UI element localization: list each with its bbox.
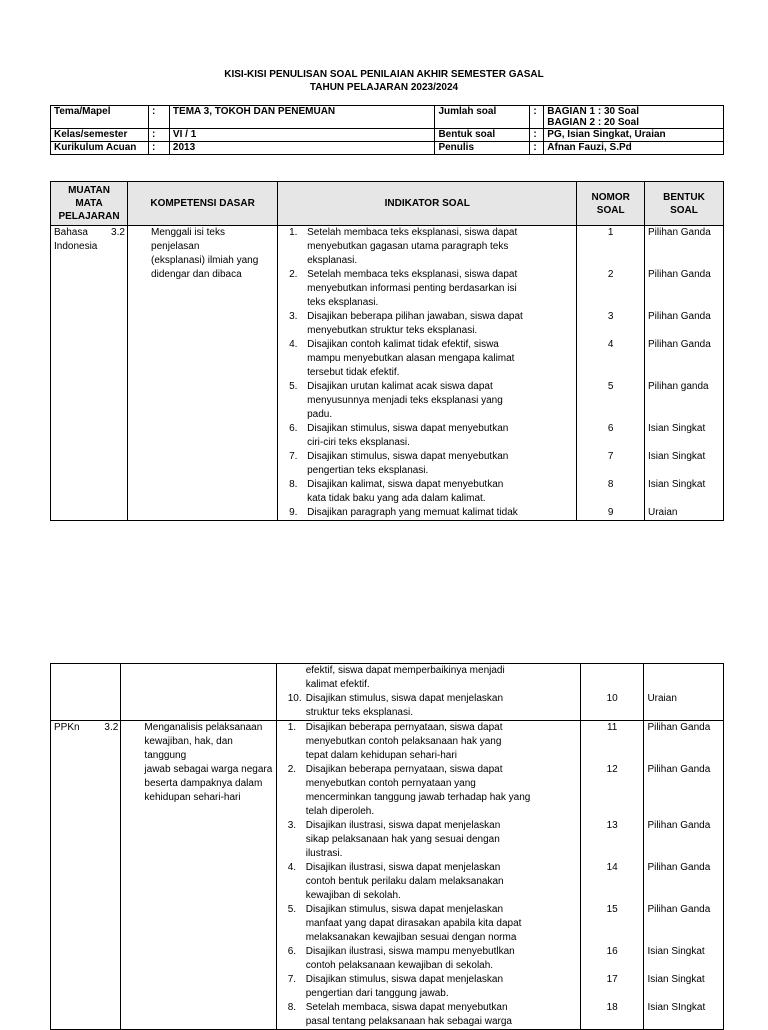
bentuk-soal: Isian Singkat [647,946,705,957]
blank-line [647,735,720,749]
jumlah-label: Jumlah soal [435,106,530,129]
bentuk-soal: Pilihan Ganda [647,722,711,733]
bentuk-soal: Pilihan Ganda [647,820,711,831]
blank-line [648,366,720,380]
nomor-list [584,721,641,1029]
subject-line: Bahasa [54,227,88,238]
indikator-number: 2. [289,269,298,280]
header-nomor: NOMOR SOAL [577,182,645,226]
bentuk-soal: Isian Singkat [647,479,706,490]
bentuk-list [647,721,720,1029]
nomor-cell [580,721,644,1030]
indikator-line: eksplanasi. [307,255,358,266]
bentuk-soal: Isian Singkat [647,451,706,462]
indikator-line: Disajikan contoh kalimat tidak efektif, siswa [307,339,499,350]
nomor-soal: 1 [607,227,614,238]
indikator-line: Disajikan stimulus, siswa dapat menyebutkan [307,451,509,462]
blank-line [580,408,641,422]
indikator-line: Disajikan beberapa pernyataan, siswa dapat [305,722,503,733]
blank-line [647,875,720,889]
colon: : [148,106,169,129]
blank-line [584,791,641,805]
list-item [281,338,573,380]
document-title [0,68,768,94]
blank-line [584,987,641,1001]
bentuk-soal: Pilihan Ganda [647,311,711,322]
bentuk-soal: Pilihan Ganda [647,764,711,775]
header-kd: KOMPETENSI DASAR [128,182,278,226]
header-indikator: INDIKATOR SOAL [278,182,577,226]
nomor-cell [577,226,645,521]
blank-line [647,987,720,1001]
indikator-number: 8. [287,1002,297,1013]
indikator-line: telah diperoleh. [305,806,375,817]
indikator-number: 6. [289,423,298,434]
colon: : [148,142,169,155]
table-row [51,721,724,1030]
blank-line [648,394,720,408]
nomor-cell [580,664,644,721]
blank-line [580,492,641,506]
list-item [280,721,577,763]
bentuk-soal: Uraian [647,693,677,704]
blank-line [647,805,720,819]
bentuk-soal: Isian SIngkat [647,1002,706,1013]
kd-line: (eksplanasi) ilmiah yang [151,255,259,266]
indikator-line: tersebut tidak efektif. [307,367,400,378]
indikator-line: ilustrasi. [305,848,343,859]
indikator-number: 10. [287,693,302,704]
blank-line [648,436,720,450]
jumlah-value-1: BAGIAN 1 : 30 Soal [547,106,639,117]
indikator-line: Disajikan stimulus, siswa dapat menjelaskan [305,974,504,985]
indikator-list [280,664,577,720]
list-item [280,692,577,720]
kd-number: 3.2 [111,227,125,238]
indikator-list [280,721,577,1029]
kelas-label: Kelas/semester [51,129,149,142]
blank-line [584,959,641,973]
bentuk-list [648,226,720,520]
nomor-soal: 7 [607,451,614,462]
list-item [281,478,573,506]
indikator-line: ciri-ciri teks eksplanasi. [307,437,410,448]
indikator-line: menyebutkan gagasan utama paragraph teks [307,241,509,252]
bentuk-soal: Isian Singkat [647,423,706,434]
list-item [280,945,577,973]
list-item [280,1001,577,1029]
indikator-cell [278,226,577,521]
info-row-tema [51,106,724,129]
indikator-number: 7. [287,974,297,985]
indikator-number: 7. [289,451,298,462]
blank-line [580,394,641,408]
indikator-line: contoh pelaksanaan kewajiban di sekolah. [305,960,494,971]
table-row [51,226,724,521]
blank-line [647,791,720,805]
blank-line [584,833,641,847]
indikator-cell [276,664,580,721]
bentuk-soal: Isian Singkat [647,974,705,985]
nomor-soal: 8 [607,479,614,490]
indikator-line: Disajikan ilustrasi, siswa dapat menjelaskan [305,820,501,831]
indikator-line: pengertian teks eksplanasi. [307,465,429,476]
tema-label: Tema/Mapel [51,106,149,129]
blank-line [584,678,641,692]
jumlah-value [544,106,724,129]
kurikulum-label: Kurikulum Acuan [51,142,149,155]
blank-line [584,847,641,861]
indikator-line: manfaat yang dapat dirasakan apabila kita dapat [305,918,522,929]
nomor-soal: 2 [607,269,614,280]
blank-line [647,777,720,791]
list-item [281,450,573,478]
indikator-number: 2. [287,764,297,775]
kisi-kisi-table-page-2 [50,663,724,1030]
indikator-line: menyebutkan contoh pelaksanaan hak yang [305,736,502,747]
indikator-line: Setelah membaca teks eksplanasi, siswa dapat [307,269,518,280]
blank-line [648,352,720,366]
bentuk-soal: Pilihan Ganda [647,339,711,350]
indikator-line: pengertian dari tanggung jawab. [305,988,449,999]
nomor-soal: 4 [607,339,614,350]
indikator-line: Disajikan stimulus, siswa dapat menyebutkan [307,423,509,434]
indikator-line: padu. [307,409,333,420]
indikator-line: Disajikan ilustrasi, siswa mampu menyebutlkan [305,946,515,957]
indikator-line: menyebutkan contoh pernyataan yang [305,778,476,789]
blank-line [647,1015,720,1029]
bentuk-cell [644,226,723,521]
blank-line [584,805,641,819]
blank-line [580,464,641,478]
kd-line: Menganalisis pelaksanaan [144,722,263,733]
indikator-number: 5. [289,381,298,392]
nomor-soal: 5 [607,381,614,392]
nomor-list [580,226,641,520]
nomor-soal: 14 [606,862,618,873]
header-muatan: MUATAN MATA PELAJARAN [51,182,128,226]
blank-line [580,254,641,268]
list-item [281,226,573,268]
blank-line [584,777,641,791]
indikator-number: 5. [287,904,297,915]
kelas-value: VI / 1 [169,129,435,142]
kd-line: jawab sebagai warga negara [144,764,273,775]
blank-line [648,408,720,422]
kd-cell [104,721,276,1030]
blank-line [584,889,641,903]
indikator-list [281,226,573,520]
indikator-line: Setelah membaca, siswa dapat menyebutkan [305,1002,508,1013]
blank-line [584,706,641,720]
bentuk-cell [644,721,724,1030]
nomor-soal: 17 [606,974,618,985]
list-item [280,763,577,819]
list-item [281,506,573,520]
indikator-number: 9. [289,507,298,518]
indikator-line: Disajikan paragraph yang memuat kalimat tidak [307,507,518,518]
blank-line [648,282,720,296]
kd-text [104,721,273,805]
indikator-number: 3. [289,311,298,322]
nomor-soal: 10 [606,693,618,704]
kd-line: Menggali isi teks penjelasan [151,227,225,252]
blank-line [647,959,720,973]
indikator-number: 1. [287,722,297,733]
list-item [281,268,573,310]
blank-line [648,464,720,478]
indikator-continuation [280,664,577,692]
indikator-number: 8. [289,479,298,490]
indikator-line: Disajikan beberapa pernyataan, siswa dapat [305,764,503,775]
nomor-soal: 15 [606,904,618,915]
bentuk-cell [644,664,724,721]
indikator-line: sikap pelaksanaan hak yang sesuai dengan [305,834,500,845]
blank-line [647,706,720,720]
kd-number: 3.2 [104,722,119,733]
nomor-soal: 11 [606,722,618,733]
bentuk-value: PG, Isian Singkat, Uraian [544,129,724,142]
list-item [281,422,573,450]
kd-line: didengar dan dibaca [151,269,242,280]
bentuk-label: Bentuk soal [435,129,530,142]
indikator-line: kata tidak baku yang ada dalam kalimat. [307,493,486,504]
subject-line: Indonesia [54,241,98,252]
subject-line: PPKn [54,722,80,733]
indikator-line: mampu menyebutkan alasan mengapa kalimat [307,353,515,364]
nomor-soal: 18 [606,1002,618,1013]
blank-line [584,749,641,763]
colon: : [530,129,544,142]
list-item [280,973,577,1001]
bentuk-soal: Pilihan Ganda [647,227,711,238]
nomor-soal: 13 [606,820,618,831]
blank-line [580,282,641,296]
blank-line [647,917,720,931]
indikator-line: Disajikan stimulus, siswa dapat menjelaskan [305,904,504,915]
indikator-line: menyusunnya menjadi teks eksplanasi yang [307,395,503,406]
kd-text [111,226,274,282]
nomor-soal: 6 [607,423,614,434]
blank-line [648,254,720,268]
kisi-kisi-table-page-1 [50,181,724,521]
indikator-line: Setelah membaca teks eksplanasi, siswa dapat [307,227,518,238]
kd-cell [111,226,278,521]
list-item [281,310,573,338]
blank-line [580,240,641,254]
tema-value: TEMA 3, TOKOH DAN PENEMUAN [169,106,435,129]
indikator-number: 1. [289,227,298,238]
nomor-list [584,664,641,720]
blank-line [647,931,720,945]
bentuk-soal: Pilihan Ganda [647,269,711,280]
indikator-line: mencerminkan tanggung jawab terhadap hak yang [305,792,531,803]
subject-cell [51,226,128,521]
nomor-soal: 12 [606,764,618,775]
blank-line [584,917,641,931]
blank-line [584,875,641,889]
bentuk-soal: Uraian [647,507,678,518]
indikator-line: tepat dalam kehidupan sehari-hari [305,750,457,761]
indikator-line: Disajikan ilustrasi, siswa dapat menjelaskan [305,862,501,873]
kd-line: beserta dampaknya dalam [144,778,263,789]
bentuk-list [647,664,720,720]
indikator-line: Disajikan stimulus, siswa dapat menjelaskan [305,693,504,704]
subject-cell [51,721,121,1030]
list-item [280,819,577,861]
indikator-line: efektif, siswa dapat memperbaikinya menjadi [305,665,505,676]
blank-line [648,296,720,310]
indikator-line: Disajikan kalimat, siswa dapat menyebutkan [307,479,504,490]
indikator-line: teks eksplanasi. [307,297,379,308]
blank-line [647,847,720,861]
blank-line [580,324,641,338]
indikator-number: 4. [287,862,297,873]
blank-line [648,240,720,254]
indikator-number: 4. [289,339,298,350]
list-item [281,380,573,422]
blank-line [580,352,641,366]
nomor-soal: 9 [607,507,614,518]
table-header-row [51,182,724,226]
info-row-kelas [51,129,724,142]
indikator-line: menyebutkan informasi penting berdasarkan isi [307,283,517,294]
penulis-value: Afnan Fauzi, S.Pd [544,142,724,155]
blank-line [580,366,641,380]
bentuk-soal: Pilihan Ganda [647,904,711,915]
blank-line [580,296,641,310]
kurikulum-value: 2013 [169,142,435,155]
colon: : [530,106,544,129]
indikator-line: contoh bentuk perilaku dalam melaksanakan [305,876,504,887]
nomor-soal: 16 [606,946,618,957]
blank-line [647,749,720,763]
list-item [280,861,577,903]
indikator-line: menyebutkan struktur teks eksplanasi. [307,325,478,336]
blank-line [648,324,720,338]
bentuk-soal: Pilihan Ganda [647,862,711,873]
blank-line [647,664,720,678]
colon: : [530,142,544,155]
kd-cell [121,664,276,721]
title-line-1: KISI-KISI PENULISAN SOAL PENILAIAN AKHIR SEMESTER GASAL [224,69,544,80]
blank-line [647,889,720,903]
blank-line [580,436,641,450]
kd-line: kehidupan sehari-hari [144,792,241,803]
penulis-label: Penulis [435,142,530,155]
indikator-cell [276,721,580,1030]
blank-line [584,735,641,749]
indikator-line: Disajikan beberapa pilihan jawaban, siswa dapat [307,311,523,322]
info-table [50,105,724,155]
indikator-line: kalimat efektif. [305,679,370,690]
indikator-line: pasal tentang pelaksanaan hak sebagai warga [305,1016,512,1027]
colon: : [148,129,169,142]
kd-line: kewajiban, hak, dan tanggung [144,736,233,761]
title-line-2: TAHUN PELAJARAN 2023/2024 [309,82,459,93]
header-bentuk: BENTUK SOAL [644,182,723,226]
indikator-line: melaksanakan kewajiban sesuai dengan norma [305,932,517,943]
blank-line [647,678,720,692]
table-row [51,664,724,721]
indikator-line: struktur teks eksplanasi. [305,707,413,718]
blank-line [647,833,720,847]
blank-line [584,1015,641,1029]
bentuk-soal: Pilihan ganda [647,381,709,392]
subject-cell [51,664,121,721]
indikator-number: 3. [287,820,297,831]
indikator-number: 6. [287,946,297,957]
nomor-soal: 3 [607,311,614,322]
list-item [280,903,577,945]
jumlah-value-2: BAGIAN 2 : 20 Soal [547,117,639,128]
indikator-line: Disajikan urutan kalimat acak siswa dapat [307,381,493,392]
blank-line [584,931,641,945]
blank-line [584,664,641,678]
indikator-line: kewajiban di sekolah. [305,890,401,901]
blank-line [648,492,720,506]
info-row-kurikulum [51,142,724,155]
